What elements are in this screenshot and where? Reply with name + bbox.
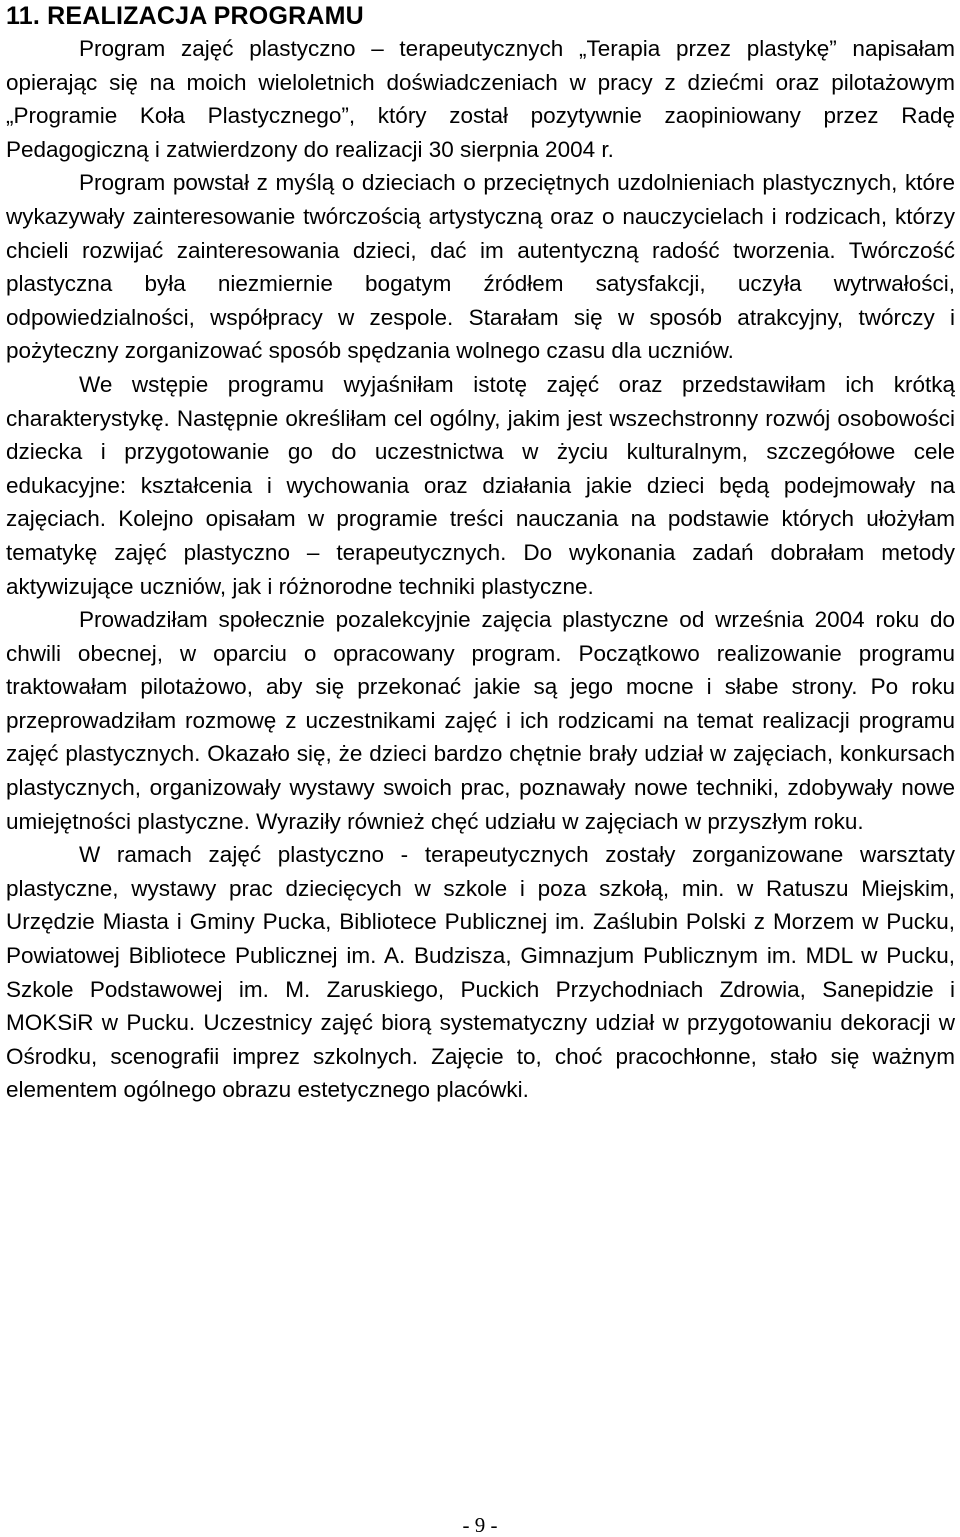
paragraph-program-content: We wstępie programu wyjaśniłam istotę zajęć oraz przedstawiłam ich krótką charakterystykę. Następnie określiłam cel ogólny, jakim jest wszechstronny rozwój osobowości dziecka i przygotowanie go do uczestnictwa w życiu kulturalnym, szczegółowe cele edukacyjne: kształcenia i wychowania oraz działania jakie dzieci będą podejmowały na zajęciach. Kolejno opisałam w programie treści nauczania na podstawie których ułożyłam tematykę zajęć plastyczno – terapeutycznych. Do wykonania zadań dobrałam metody aktywizujące uczniów, jak i różnorodne techniki plastyczne. xyxy=(6,371,955,599)
page-number: - 9 - xyxy=(462,1513,498,1537)
document-page xyxy=(6,0,955,1107)
paragraph-workshops-exhibitions: W ramach zajęć plastyczno - terapeutycznych zostały zorganizowane warsztaty plastyczne, wystawy prac dziecięcych w szkole i poza szkołą, min. w Ratuszu Miejskim, Urzędzie Miasta i Gminy Pucka, Bibliotece Publicznej im. Zaślubin Polski z Morzem w Pucku, Powiatowej Bibliotece Publicznej im. A. Budzisza, Gimnazjum Publicznym im. MDL w Pucku, Szkole Podstawowej im. M. Zaruskiego, Puckich Przychodniach Zdrowia, Sanepidzie i MOKSiR w Pucku. Uczestnicy zajęć biorą systematyczny udział w przygotowaniu dekoracji w Ośrodku, scenografii imprez szkolnych. Zajęcie to, choć pracochłonne, stało się ważnym elementem ogólnego obrazu estetycznego placówki. xyxy=(6,842,955,1103)
paragraph-program-purpose: Program powstał z myślą o dzieciach o przeciętnych uzdolnieniach plastycznych, które wykazywały zainteresowanie twórczością artystyczną oraz o nauczycielach i rodzicach, którzy chcieli rozwijać zainteresowania dzieci, dać im autentyczną radość tworzenia. Twórczość plastyczna była niezmiernie bogatym źródłem satysfakcji, uczyła wytrwałości, odpowiedzialności, współpracy w zespole. Starałam się w sposób atrakcyjny, twórczy i pożyteczny zorganizować sposób spędzania wolnego czasu dla uczniów. xyxy=(6,170,955,364)
section-heading: 11. REALIZACJA PROGRAMU xyxy=(6,2,364,30)
paragraph-program-implementation: Prowadziłam społecznie pozalekcyjnie zajęcia plastyczne od września 2004 roku do chwili obecnej, w oparciu o opracowany program. Początkowo realizowanie programu traktowałam pilotażowo, aby się przekonać jakie są jego mocne i słabe strony. Po roku przeprowadziłam rozmowę z uczestnikami zajęć i ich rodzicami na temat realizacji programu zajęć plastycznych. Okazało się, że dzieci bardzo chętnie brały udział w zajęciach, konkursach plastycznych, organizowały wystawy swoich prac, poznawały nowe techniki, zdobywały nowe umiejętności plastyczne. Wyraziły również chęć udziału w zajęciach w przyszłym roku. xyxy=(6,607,955,834)
paragraph-intro: Program zajęć plastyczno – terapeutycznych „Terapia przez plastykę” napisałam opierając się na moich wieloletnich doświadczeniach w pracy z dziećmi oraz pilotażowym „Programie Koła Plastycznego”, który został pozytywnie zaopiniowany przez Radę Pedagogiczną i zatwierdzony do realizacji 30 sierpnia 2004 r. xyxy=(6,36,955,162)
